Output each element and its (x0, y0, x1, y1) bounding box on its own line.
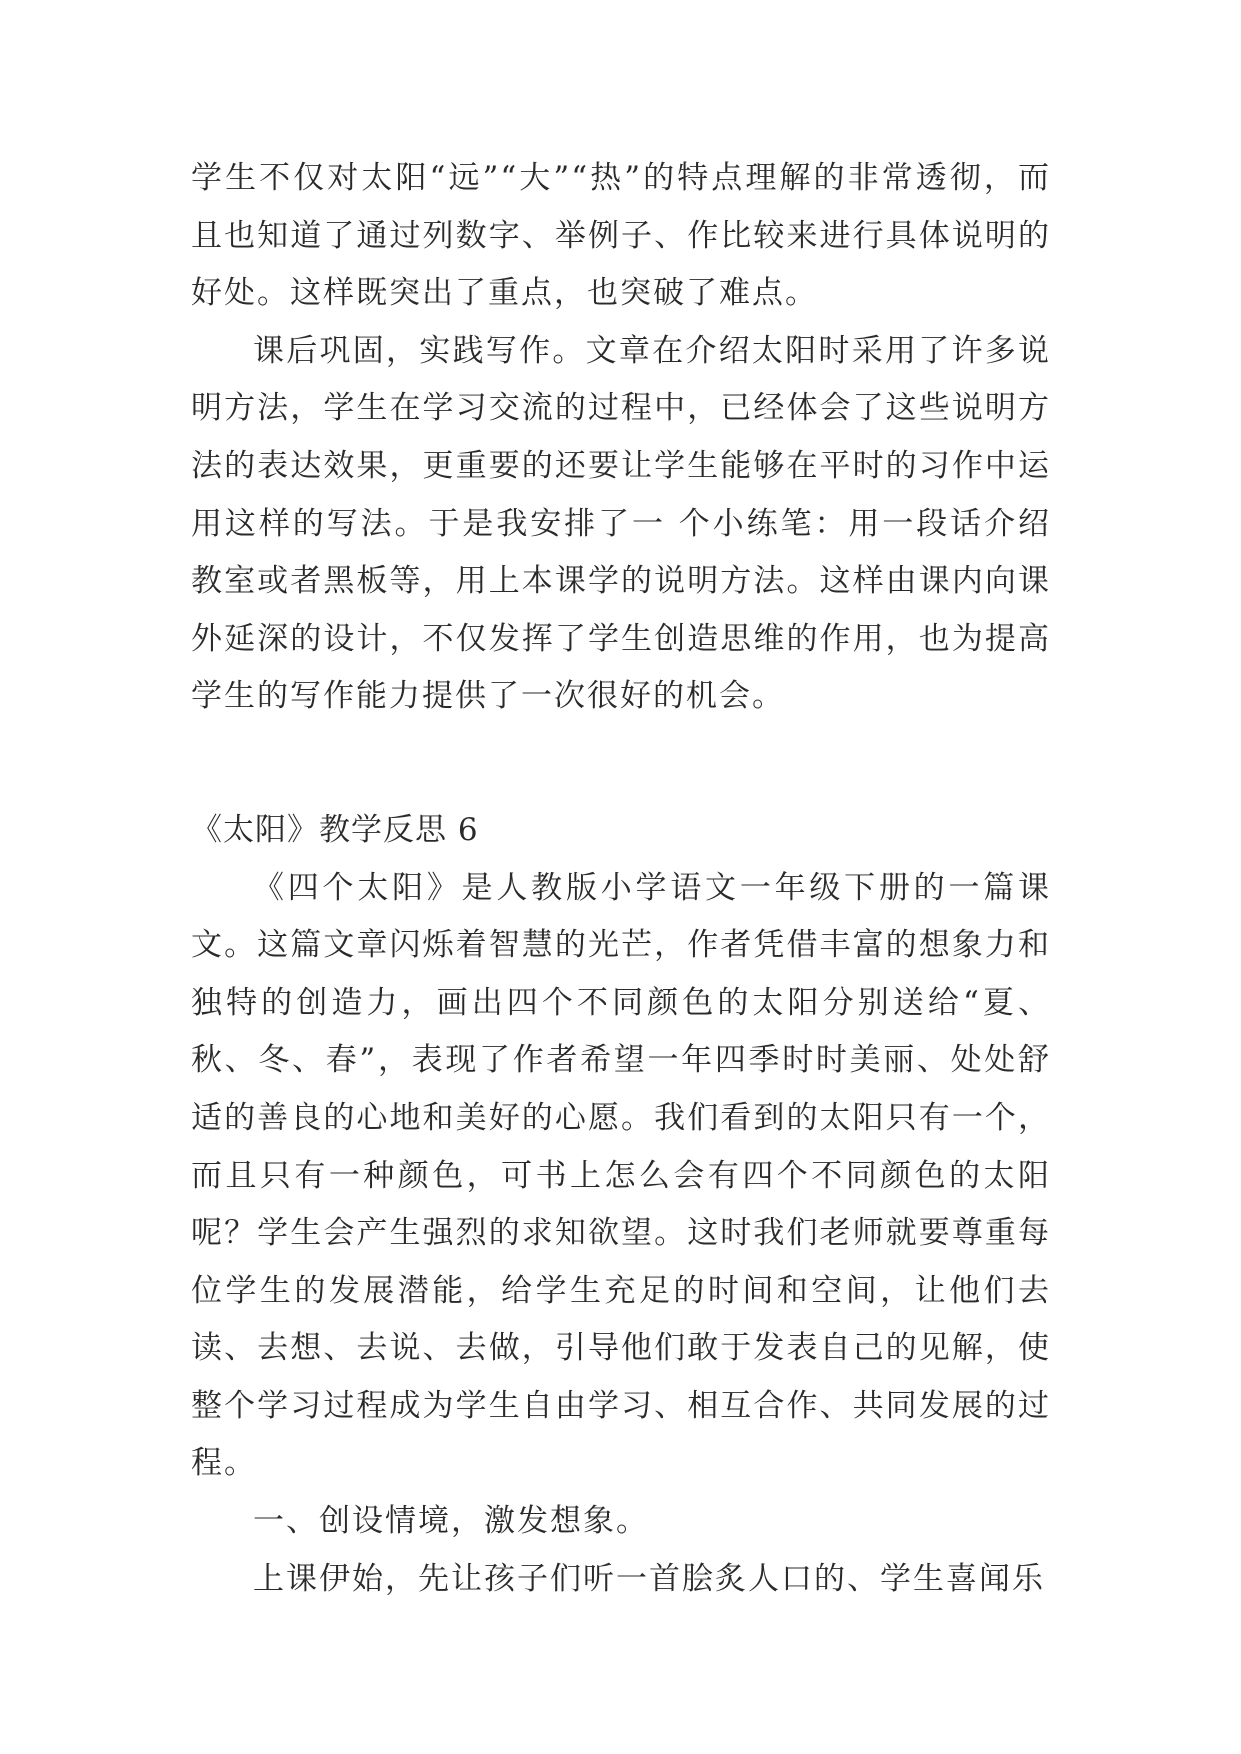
section-spacer (191, 726, 1051, 802)
paragraph-class-start: 上课伊始，先让孩子们听一首脍炙人口的、学生喜闻乐 (253, 1560, 1045, 1597)
section-heading: 《太阳》教学反思 6 (191, 811, 479, 848)
paragraph-practice-writing: 课后巩固，实践写作。文章在介绍太阳时采用了许多说明方法，学生在学习交流的过程中，已经体会了这些说明方法的表达效果，更重要的还要让学生能够在平时的习作中运用这样的写法。于是我安排了一 个小练笔：用一段话介绍教室或者黑板等，用上本课学的说明方法。这样由课内向课外延深的设计，不仅发挥了学生创造思维的作用，也为提高学生的写作能力提供了一次很好的机会。 (191, 332, 1051, 715)
paragraph-intro: 《四个太阳》是人教版小学语文一年级下册的一篇课文。这篇文章闪烁着智慧的光芒，作者凭借丰富的想象力和独特的创造力，画出四个不同颜色的太阳分别送给“夏、秋、冬、春”，表现了作者希望一年四季时时美丽、处处舒适的善良的心地和美好的心愿。我们看到的太阳只有一个，而且只有一种颜色，可书上怎么会有四个不同颜色的太阳呢？学生会产生强烈的求知欲望。这时我们老师就要尊重每位学生的发展潜能，给学生充足的时间和空间，让他们去读、去想、去说、去做，引导他们敢于发表自己的见解，使整个学习过程成为学生自由学习、相互合作、共同发展的过程。 (191, 869, 1051, 1482)
document-body (191, 150, 1051, 1608)
paragraph-subheading: 一、创设情境，激发想象。 (253, 1503, 649, 1540)
paragraph-continuation: 学生不仅对太阳“远”“大”“热”的特点理解的非常透彻，而且也知道了通过列数字、举例子、作比较来进行具体说明的好处。这样既突出了重点，也突破了难点。 (191, 160, 1051, 312)
